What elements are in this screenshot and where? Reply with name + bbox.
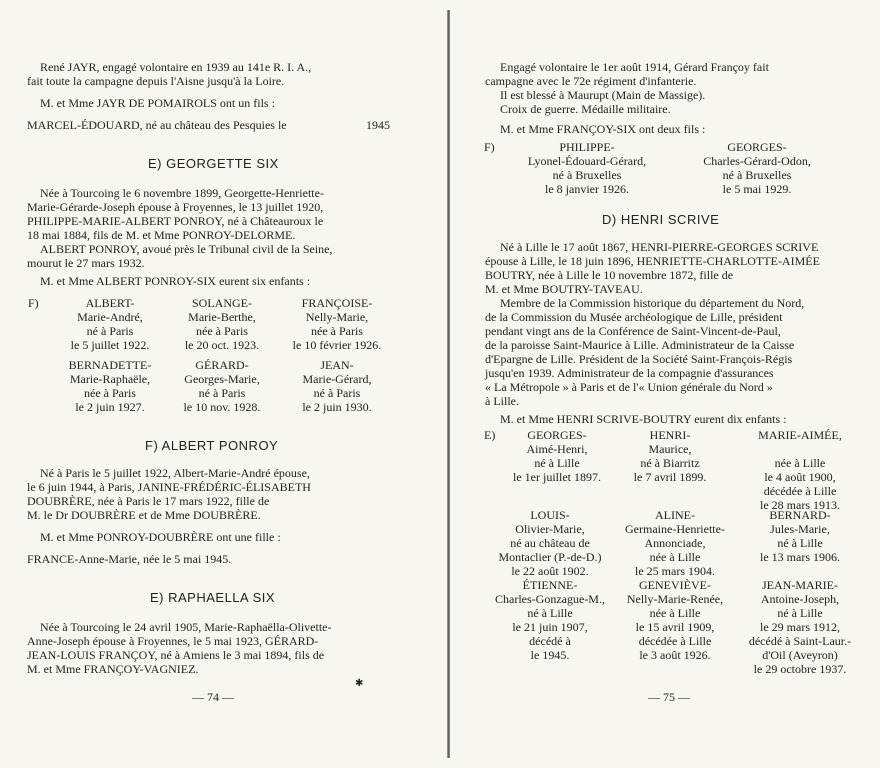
henri-para-line-2: épouse à Lille, le 18 juin 1896, HENRIETTE-CHARLOTTE-AIMÉE: [485, 254, 820, 268]
heading-henri-scrive: D) HENRI SCRIVE: [602, 212, 720, 227]
page-number-left: — 74 —: [192, 690, 234, 704]
henri-bio-line-3: pendant vingt ans de la Conférence de Saint-Vincent-de-Paul,: [485, 324, 781, 338]
generation-label-f: F): [28, 296, 39, 310]
jayr-line-1: René JAYR, engagé volontaire en 1939 au 141e R. I. A.,: [40, 60, 312, 74]
francoy-para-line-1: Engagé volontaire le 1er août 1914, Gérard Françoy fait: [500, 60, 769, 74]
georgette-para-line-3: PHILIPPE-MARIE-ALBERT PONROY, né à Châteauroux le: [27, 214, 324, 228]
child-jean: JEAN- Marie-Gérard, né à Paris le 2 juin 1930.: [302, 358, 372, 414]
generation-label-e: E): [484, 428, 496, 442]
marcel-edouard-year: 1945: [366, 118, 390, 132]
raphaella-para-line-1: Née à Tourcoing le 24 avril 1905, Marie-Raphaëlla-Olivette-: [40, 620, 332, 634]
ponroy-para-line-2: mourut le 27 mars 1932.: [27, 256, 145, 270]
albert-para-line-4: M. le Dr DOUBRÈRE et de Mme DOUBRÈRE.: [27, 508, 261, 522]
ponroy-doubrere-intro: M. et Mme PONROY-DOUBRÈRE ont une fille :: [40, 530, 281, 544]
right-page: [452, 0, 880, 768]
georgette-para-line-2: Marie-Gérarde-Joseph épouse à Froyennes, le 13 juillet 1920,: [27, 200, 324, 214]
henri-para-line-3: BOUTRY, née à Lille le 10 novembre 1872, fille de: [485, 268, 734, 282]
child-francoise: FRANÇOISE- Nelly-Marie, née à Paris le 10 février 1926.: [292, 296, 382, 352]
francoy-wounded: Il est blessé à Maurupt (Main de Massige).: [500, 88, 706, 102]
henri-bio-line-2: de la Commission du Musée archéologique de Lille, président: [485, 310, 783, 324]
child-solange: SOLANGE- Marie-Berthe, née à Paris le 20 oct. 1923.: [184, 296, 260, 352]
raphaella-para-line-4: M. et Mme FRANÇOY-VAGNIEZ.: [27, 662, 199, 676]
georgette-para-line-1: Née à Tourcoing le 6 novembre 1899, Georgette-Henriette-: [40, 186, 324, 200]
raphaella-para-line-2: Anne-Joseph épouse à Froyennes, le 5 mai 1923, GÉRARD-: [27, 634, 319, 648]
child-gerard: GÉRARD- Georges-Marie, né à Paris le 10 nov. 1928.: [183, 358, 261, 414]
page-number-right: — 75 —: [648, 690, 690, 704]
francoy-decorations: Croix de guerre. Médaille militaire.: [500, 102, 671, 116]
son-georges: GEORGES- Charles-Gérard-Odon, né à Bruxelles le 5 mai 1929.: [703, 140, 811, 196]
marcel-edouard-entry: MARCEL-ÉDOUARD, né au château des Pesquies le: [27, 118, 287, 132]
heading-georgette-six: E) GEORGETTE SIX: [148, 156, 279, 171]
francoy-para-line-2: campagne avec le 72e régiment d'infanterie.: [485, 74, 697, 88]
child-georges: GEORGES- Aimé-Henri, né à Lille le 1er juillet 1897.: [513, 428, 601, 484]
henri-bio-line-6: jusqu'en 1939. Administrateur de la compagnie d'assurances: [485, 366, 774, 380]
henri-bio-line-7: « La Métropole » à Paris et de l'« Union générale du Nord »: [485, 380, 773, 394]
book-gutter: [447, 10, 450, 758]
georgette-para-line-4: 18 mai 1884, fils de M. et Mme PONROY-DELORME.: [27, 228, 296, 242]
albert-para-line-1: Né à Paris le 5 juillet 1922, Albert-Marie-André épouse,: [40, 466, 310, 480]
generation-label-f-right: F): [484, 140, 495, 154]
henri-bio-line-8: à Lille.: [485, 394, 519, 408]
child-jean-marie: JEAN-MARIE- Antoine-Joseph, né à Lille le 29 mars 1912, décédé à Saint-Laur.- d'Oil (Aveyron) le 29 octobre 1937.: [748, 578, 852, 676]
scrive-children-intro: M. et Mme HENRI SCRIVE-BOUTRY eurent dix enfants :: [500, 412, 787, 426]
henri-bio-line-5: d'Epargne de Lille. Président de la Société Saint-François-Régis: [485, 352, 793, 366]
henri-bio-line-1: Membre de la Commission historique du département du Nord,: [500, 296, 805, 310]
albert-para-line-2: le 6 juin 1944, à Paris, JANINE-FRÉDÉRIC-ÉLISABETH: [27, 480, 311, 494]
raphaella-para-line-3: JEAN-LOUIS FRANÇOY, né à Amiens le 3 mai 1894, fils de: [27, 648, 325, 662]
child-bernard: BERNARD- Jules-Marie, né à Lille le 13 mars 1906.: [760, 508, 840, 564]
child-albert: ALBERT- Marie-André, né à Paris le 5 juillet 1922.: [70, 296, 150, 352]
jayr-line-2: fait toute la campagne depuis l'Aisne jusqu'à la Loire.: [27, 74, 285, 88]
child-etienne: ÉTIENNE- Charles-Gonzague-M., né à Lille le 21 juin 1907, décédé à le 1945.: [495, 578, 605, 662]
heading-albert-ponroy: F) ALBERT PONROY: [145, 438, 279, 453]
ink-spot-mark: ✱: [355, 678, 364, 689]
child-henri: HENRI- Maurice, né à Biarritz le 7 avril 1899.: [633, 428, 707, 484]
henri-bio-line-4: de la paroisse Saint-Maurice à Lille. Administrateur de la Caisse: [485, 338, 795, 352]
ponroy-children-intro: M. et Mme ALBERT PONROY-SIX eurent six enfants :: [40, 274, 311, 288]
child-marie-aimee: MARIE-AIMÉE, née à Lille le 4 août 1900, décédée à Lille le 28 mars 1913.: [758, 428, 842, 512]
child-aline: ALINE- Germaine-Henriette- Annonciade, née à Lille le 25 mars 1904.: [625, 508, 725, 578]
france-anne-marie-entry: FRANCE-Anne-Marie, née le 5 mai 1945.: [27, 552, 232, 566]
henri-para-line-1: Né à Lille le 17 août 1867, HENRI-PIERRE-GEORGES SCRIVE: [500, 240, 819, 254]
heading-raphaella-six: E) RAPHAELLA SIX: [150, 590, 276, 605]
albert-para-line-3: DOUBRÈRE, née à Paris le 17 mars 1922, fille de: [27, 494, 270, 508]
ponroy-para-line-1: ALBERT PONROY, avoué près le Tribunal civil de la Seine,: [40, 242, 333, 256]
child-bernadette: BERNADETTE- Marie-Raphaële, née à Paris le 2 juin 1927.: [68, 358, 152, 414]
francoy-sons-intro: M. et Mme FRANÇOY-SIX ont deux fils :: [500, 122, 706, 136]
child-louis: LOUIS- Olivier-Marie, né au château de Montaclier (P.-de-D.) le 22 août 1902.: [498, 508, 602, 578]
child-genevieve: GENEVIÈVE- Nelly-Marie-Renée, née à Lille le 15 avril 1909, décédée à Lille le 3 août 1926.: [626, 578, 724, 662]
jayr-children-intro: M. et Mme JAYR DE POMAIROLS ont un fils :: [40, 96, 275, 110]
henri-para-line-4: M. et Mme BOUTRY-TAVEAU.: [485, 282, 643, 296]
son-philippe: PHILIPPE- Lyonel-Édouard-Gérard, né à Bruxelles le 8 janvier 1926.: [527, 140, 647, 196]
